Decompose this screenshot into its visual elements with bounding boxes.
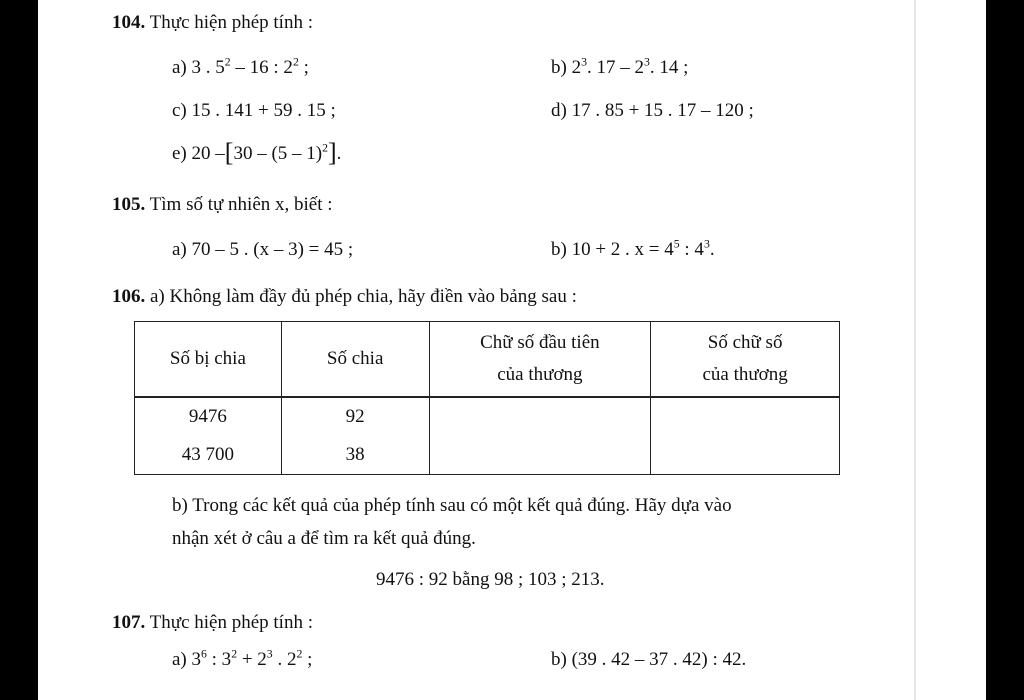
problem-106-number: 106. (112, 286, 146, 307)
problem-105-number: 105. (112, 194, 146, 215)
expr-part: 20 – (191, 143, 225, 164)
problem-106-heading (112, 286, 577, 308)
header-line: của thương (702, 364, 788, 385)
exponent: 3 (643, 55, 650, 69)
problem-105-b (551, 239, 715, 261)
item-label: e) (172, 143, 187, 164)
expr-part: ; (302, 649, 313, 670)
left-bracket: [ (224, 138, 234, 167)
problem-104-c (172, 100, 336, 122)
right-border (986, 0, 1024, 700)
expr-part: 2 (571, 57, 582, 78)
problem-107-title: Thực hiện phép tính : (149, 612, 313, 633)
page-edge-line (914, 0, 916, 700)
expr-part: . 14 ; (649, 57, 689, 78)
exponent: 3 (266, 647, 273, 661)
expr-part: 30 – (5 – 1) (233, 143, 323, 164)
header-line: Số chữ số (707, 332, 783, 353)
cell-first-digit[interactable] (429, 397, 651, 436)
left-border (0, 0, 38, 700)
problem-104-e (172, 138, 342, 167)
exponent: 2 (322, 141, 328, 155)
expr-part: (39 . 42 – 37 . 42) : 42. (571, 649, 747, 670)
exponent: 6 (201, 647, 207, 661)
expr-part: . (709, 239, 715, 260)
expr-part: + 2 (237, 649, 267, 670)
expr-part: 3 (191, 649, 202, 670)
problem-105-title: Tìm số tự nhiên x, biết : (149, 194, 333, 215)
item-label: a) (172, 649, 187, 670)
problem-104-title: Thực hiện phép tính : (149, 12, 313, 33)
cell-divisor: 92 (281, 397, 429, 436)
expr-part: 15 . 141 + 59 . 15 ; (191, 100, 336, 121)
division-table (134, 321, 840, 475)
header-dividend: Số bị chia (135, 322, 282, 398)
right-bracket: ] (327, 138, 337, 167)
problem-105-heading (112, 194, 333, 216)
expr-part: ; (298, 57, 309, 78)
item-label: b) (551, 57, 567, 78)
item-label: c) (172, 100, 187, 121)
header-digit-count (651, 322, 840, 398)
expr-part: : 3 (206, 649, 232, 670)
expr-part: . 17 – 2 (586, 57, 644, 78)
table-row (135, 397, 840, 436)
problem-104-b (551, 57, 688, 79)
table-header-row (135, 322, 840, 398)
problem-107-number: 107. (112, 612, 146, 633)
problem-106-b-line1: b) Trong các kết quả của phép tính sau có một kết quả đúng. Hãy dựa vào (172, 495, 732, 516)
problem-105-a (172, 239, 353, 261)
expr-part: 10 + 2 . x = 4 (571, 239, 674, 260)
header-first-digit (429, 322, 651, 398)
item-label: a) (172, 239, 187, 260)
problem-107-heading (112, 612, 313, 634)
problem-104-number: 104. (112, 12, 146, 33)
exponent: 3 (581, 55, 587, 69)
exponent: 2 (296, 647, 303, 661)
cell-first-digit[interactable] (429, 436, 651, 475)
cell-dividend: 43 700 (135, 436, 282, 475)
expr-part: 17 . 85 + 15 . 17 – 120 ; (571, 100, 754, 121)
expr-part: 3 . 5 (191, 57, 225, 78)
problem-106-b-line2: nhận xét ở câu a để tìm ra kết quả đúng. (172, 528, 476, 549)
expr-part: – 16 : 2 (230, 57, 293, 78)
problem-104-d (551, 100, 754, 122)
problem-107-b (551, 649, 746, 671)
exponent: 3 (703, 237, 710, 251)
cell-dividend: 9476 (135, 397, 282, 436)
exponent: 5 (673, 237, 680, 251)
header-divisor: Số chia (281, 322, 429, 398)
item-label: d) (551, 100, 567, 121)
expr-part: 70 – 5 . (x – 3) = 45 ; (191, 239, 354, 260)
exponent: 2 (224, 55, 231, 69)
table-row (135, 436, 840, 475)
problem-106-b-result: 9476 : 92 bằng 98 ; 103 ; 213. (376, 569, 605, 590)
item-label: a) (172, 57, 187, 78)
problem-107-a (172, 649, 312, 671)
expr-part: . (336, 143, 342, 164)
cell-divisor: 38 (281, 436, 429, 475)
problem-104-a (172, 57, 309, 79)
expr-part: : 4 (679, 239, 704, 260)
cell-digit-count[interactable] (651, 436, 840, 475)
header-line: Chữ số đầu tiên (480, 332, 600, 353)
exponent: 2 (292, 55, 299, 69)
problem-106-a-text: a) Không làm đầy đủ phép chia, hãy điền vào bảng sau : (150, 286, 577, 307)
cell-digit-count[interactable] (651, 397, 840, 436)
item-label: b) (551, 649, 567, 670)
expr-part: . 2 (272, 649, 297, 670)
item-label: b) (551, 239, 567, 260)
problem-104-heading (112, 12, 313, 34)
header-line: của thương (497, 364, 583, 385)
exponent: 2 (231, 647, 238, 661)
